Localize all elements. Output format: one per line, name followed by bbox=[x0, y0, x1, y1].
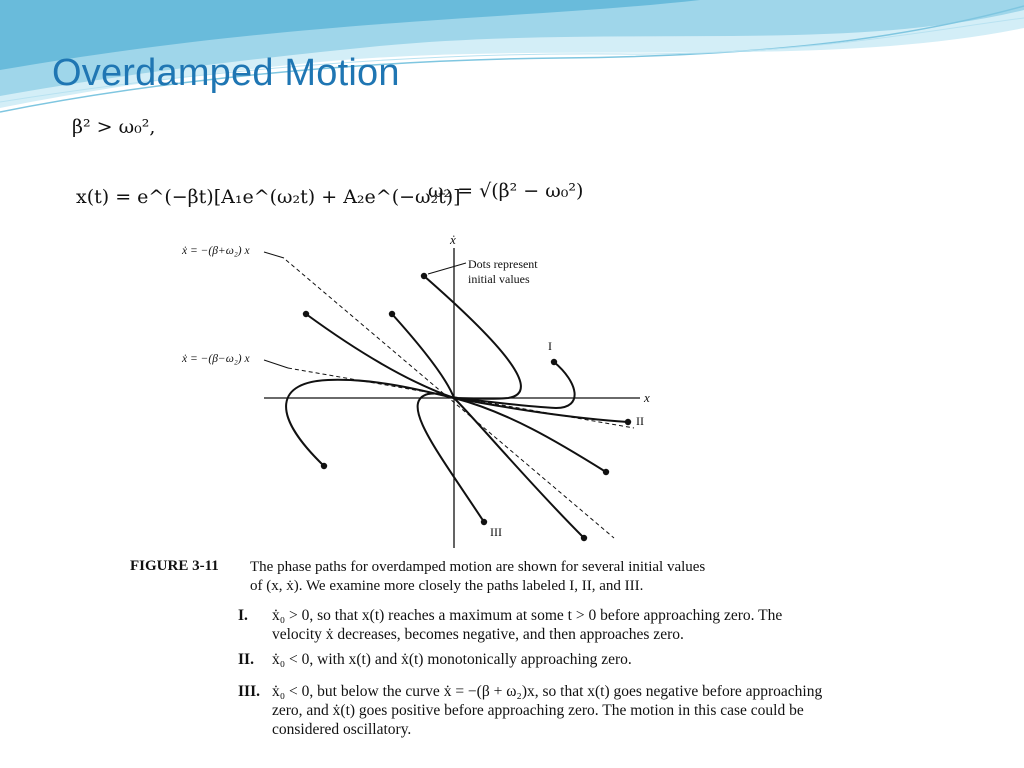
phase-path-left-loop bbox=[286, 380, 454, 466]
initial-dot bbox=[389, 311, 395, 317]
slide-title: Overdamped Motion bbox=[52, 52, 400, 94]
phase-path-lower-1 bbox=[454, 398, 606, 472]
phase-path-top-left bbox=[306, 314, 454, 398]
asymptote-label-1: ẋ = −(β+ω₂) x bbox=[182, 245, 250, 257]
initial-dot bbox=[303, 311, 309, 317]
initial-dot bbox=[321, 463, 327, 469]
figure-caption: The phase paths for overdamped motion are shown for several initial values of (x, ẋ). We examine more closely the paths labeled I, II, and III. bbox=[250, 559, 706, 594]
initial-dot bbox=[551, 359, 557, 365]
initial-dot bbox=[603, 469, 609, 475]
note-label: III. bbox=[238, 683, 260, 700]
x-axis-label: x bbox=[644, 390, 650, 405]
path-notes bbox=[234, 602, 830, 744]
note-text: ẋ₀ < 0, with x(t) and ẋ(t) monotonically approaching zero. bbox=[272, 651, 632, 668]
dots-note-line1: Dots represent bbox=[468, 257, 538, 271]
y-axis-label: ẋ bbox=[450, 232, 456, 247]
solution-equation: x(t) = e^(−βt)[A₁e^(ω₂t) + A₂e^(−ω₂t)] bbox=[76, 186, 461, 208]
path-label-II: II bbox=[636, 414, 644, 428]
overdamped-condition: β² > ω₀², bbox=[72, 116, 156, 138]
note-text: ẋ₀ < 0, but below the curve ẋ = −(β + ω₂)x, so that x(t) goes negative before approaching zero, and ẋ(t) goes positive before approaching zero. The motion in this case could be considered oscillatory. bbox=[272, 683, 823, 738]
phase-path-figure bbox=[128, 232, 726, 602]
asymptote-beta-plus-omega bbox=[286, 260, 614, 538]
asymptote-label-2: ẋ = −(β−ω₂) x bbox=[182, 353, 250, 365]
phase-path-III bbox=[418, 393, 484, 522]
initial-dot bbox=[481, 519, 487, 525]
path-label-I: I bbox=[548, 339, 552, 353]
dots-note-line2: initial values bbox=[468, 272, 530, 286]
phase-path-top-right bbox=[424, 276, 521, 399]
omega2-definition: ω₂ = √(β² − ω₀²) bbox=[428, 180, 584, 202]
initial-dot bbox=[421, 273, 427, 279]
initial-dot bbox=[625, 419, 631, 425]
initial-dot bbox=[581, 535, 587, 541]
phase-diagram bbox=[128, 232, 726, 552]
note-label: I. bbox=[238, 607, 248, 624]
figure-number: FIGURE 3-11 bbox=[130, 558, 219, 574]
note-label: II. bbox=[238, 651, 254, 668]
phase-path-lower-2 bbox=[454, 398, 584, 538]
path-label-III: III bbox=[490, 525, 502, 539]
note-text: ẋ₀ > 0, so that x(t) reaches a maximum at some t > 0 before approaching zero. The velocity ẋ decreases, becomes negative, and then approaches zero. bbox=[272, 607, 783, 643]
